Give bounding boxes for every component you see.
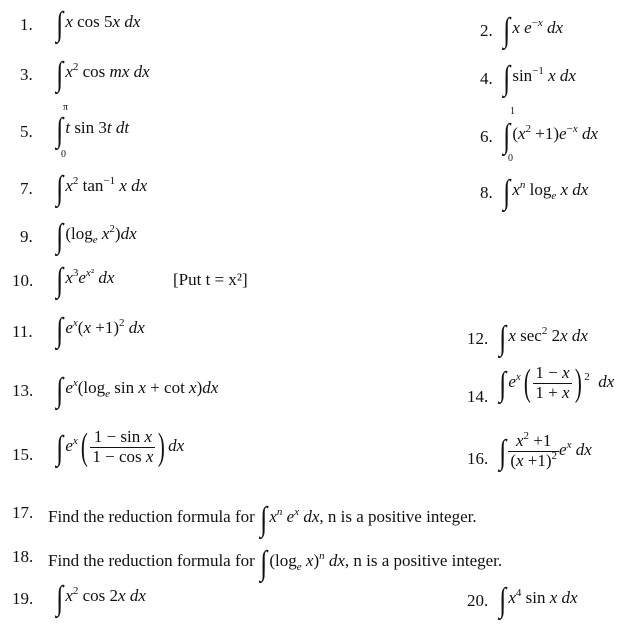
problem-12-number: 12. [467, 329, 489, 348]
problem-5-expression: ∫ t sin 3t dt [56, 112, 130, 149]
problem-13-expression: ∫ $e^x(\log_e$ sin x + cot x)dx [56, 372, 219, 409]
problem-7-number: 7. [20, 179, 33, 198]
problem-18-number: 18. [12, 547, 34, 566]
problem-6-lower-limit: 0 [508, 153, 513, 164]
problem-7-expression: ∫ $x^2$ $\tan^{-1} x$ dx [56, 170, 148, 207]
problem-6-number: 6. [480, 127, 493, 146]
problem-11-expression: ∫ $e^x(x +1)^2$ dx [56, 312, 145, 349]
problem-2-expression: ∫ x $e^{-x}$ dx [503, 12, 564, 49]
problem-11-number: 11. [12, 322, 33, 341]
problem-9-expression: ∫ ($\log_e$ $x^2)dx$ [56, 218, 137, 255]
problem-18-text-before: Find the reduction formula for [48, 551, 255, 570]
problem-17-number: 17. [12, 503, 34, 522]
problem-2-number: 2. [480, 21, 493, 40]
problem-9-number: 9. [20, 227, 33, 246]
problem-8-number: 8. [480, 183, 493, 202]
problem-1-expression: ∫ x cos 5x dx [56, 6, 141, 43]
problem-16-expression: ∫ $\frac{x^2 +1}{(x +1)^2}$ $e^x$ dx [499, 430, 592, 472]
problem-1-number: 1. [20, 15, 33, 34]
problem-5-upper-limit: π [63, 102, 69, 113]
problem-18-text-after: , n is a positive integer. [344, 551, 503, 570]
problem-4-number: 4. [480, 69, 493, 88]
problem-13-number: 13. [12, 381, 34, 400]
problem-5-lower-limit: 0 [61, 149, 66, 160]
problem-17-text: Find the reduction formula for ∫ $x^n$ $e^x$ dx, n is a positive integer. [48, 501, 477, 538]
problem-14-number: 14. [467, 387, 489, 406]
problem-17-text-before: Find the reduction formula for [48, 507, 255, 526]
problem-12-expression: ∫ x $\sec^2 2x$ dx [499, 320, 588, 357]
problem-10-hint: [Put t = x²] [173, 270, 248, 289]
problem-5-number: 5. [20, 122, 33, 141]
problem-3-expression: ∫ $x^2$ cos mx dx [56, 56, 150, 93]
problem-16-number: 16. [467, 449, 489, 468]
problem-10-number: 10. [12, 271, 34, 290]
problem-14-expression: ∫ $e^x$( $\frac{1 - x}{1 + x}$ ) $^2$ dx [499, 362, 615, 405]
problem-19-number: 19. [12, 589, 34, 608]
problem-6-upper-limit: 1 [510, 106, 515, 117]
problem-6-expression: ∫ $(x^2 +1)e^{-x}$ dx [503, 118, 598, 155]
problem-17-text-after: , n is a positive integer. [319, 507, 477, 526]
problem-19-expression: ∫ $x^2$ cos 2x dx [56, 580, 146, 617]
problem-20-expression: ∫ $x^4$ sin x dx [499, 582, 578, 619]
problem-18-text: Find the reduction formula for ∫ ($\log_e$ x)$^n$ dx, n is a positive integer. [48, 545, 503, 582]
problem-4-expression: ∫ $\sin^{-1} x$ dx [503, 60, 576, 97]
problem-15-number: 15. [12, 445, 34, 464]
problem-3-number: 3. [20, 65, 33, 84]
problem-8-expression: ∫ $x^n$ $\log_e x$ dx [503, 174, 589, 211]
problem-10-expression: ∫ $x^3e^{x^2}$ dx [56, 262, 115, 299]
problem-15-expression: ∫ $e^x$( $\frac{\text{1 − sin x}}{\text{1 − cos x}}$ ) dx [56, 426, 185, 469]
problem-20-number: 20. [467, 591, 489, 610]
